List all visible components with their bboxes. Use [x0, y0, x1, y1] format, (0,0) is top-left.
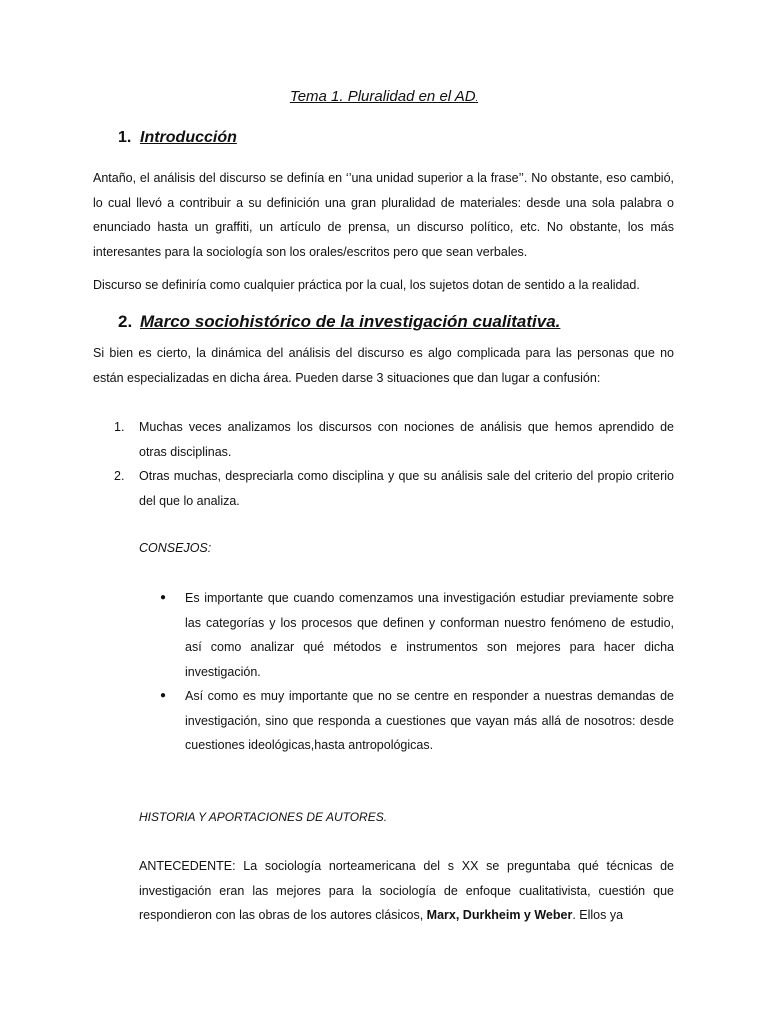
- section-1-title: Introducción: [140, 129, 237, 146]
- section-1-paragraph-2: Discurso se definiría como cualquier práctica por la cual, los sujetos dotan de sentido a la realidad.: [93, 278, 640, 292]
- historia-label: HISTORIA Y APORTACIONES DE AUTORES.: [139, 810, 388, 824]
- bullet-item-text: Así como es muy importante que no se centre en responder a nuestras demandas de investigación, sino que responda a cuestiones que vayan más allá de nosotros: desde cuestiones ideológicas,hasta antropológicas.: [185, 689, 674, 752]
- bullet-icon: ●: [160, 592, 167, 603]
- section-1-paragraph-1: Antaño, el análisis del discurso se definía en ‘’una unidad superior a la frase’’. No obstante, eso cambió, lo cual llevó a contribuir a su definición una gran pluralidad de materiales: desde una sola palabra o enunciado hasta un graffiti, un artículo de prensa, un discurso político, etc. No obstante, los más interesantes para la sociología son los orales/escritos pero que sean verbales.: [93, 171, 674, 259]
- bullet-icon: ●: [160, 690, 167, 701]
- numbered-item-text: Muchas veces analizamos los discursos con nociones de análisis que hemos aprendido de otras disciplinas.: [139, 420, 674, 459]
- numbered-item-marker: 1.: [114, 420, 125, 434]
- antecedente-authors: Marx, Durkheim y Weber: [426, 908, 573, 922]
- bullet-item-2: [160, 684, 674, 758]
- consejos-label: CONSEJOS:: [139, 541, 212, 555]
- section-2-paragraph-1: Si bien es cierto, la dinámica del análisis del discurso es algo complicada para las personas que no están especializadas en dicha área. Pueden darse 3 situaciones que dan lugar a confusión:: [93, 346, 674, 385]
- section-1-number: 1.: [118, 129, 132, 146]
- antecedente-tail: . Ellos ya: [572, 908, 624, 922]
- document-title: [0, 88, 768, 105]
- antecedente-paragraph: [139, 854, 674, 928]
- section-2-title: Marco sociohistórico de la investigación cualitativa.: [140, 312, 561, 331]
- document-title-text: Tema 1. Pluralidad en el AD: [289, 88, 476, 105]
- antecedente-label: ANTECEDENTE:: [139, 859, 236, 873]
- numbered-item-2: [114, 464, 674, 513]
- document-title-dot: .: [475, 93, 479, 103]
- section-2-number: 2.: [118, 312, 133, 331]
- antecedente-text: La sociología norteamericana del s XX se preguntaba qué técnicas de investigación eran las mejores para la sociología de enfoque cualitativista, cuestión que respondieron con las obras de los autores clásicos,: [139, 859, 674, 922]
- numbered-item-marker: 2.: [114, 469, 125, 483]
- section-2-heading: [118, 312, 560, 332]
- bullet-item-text: Es importante que cuando comenzamos una investigación estudiar previamente sobre las categorías y los procesos que definen y conforman nuestro fenómeno de estudio, así como analizar qué métodos e instrumentos son mejores para hacer dicha investigación.: [185, 591, 674, 679]
- numbered-item-text: Otras muchas, despreciarla como disciplina y que su análisis sale del criterio del propio criterio del que lo analiza.: [139, 469, 674, 508]
- section-1-heading: [118, 129, 237, 147]
- numbered-item-1: [114, 415, 674, 464]
- bullet-item-1: [160, 586, 674, 684]
